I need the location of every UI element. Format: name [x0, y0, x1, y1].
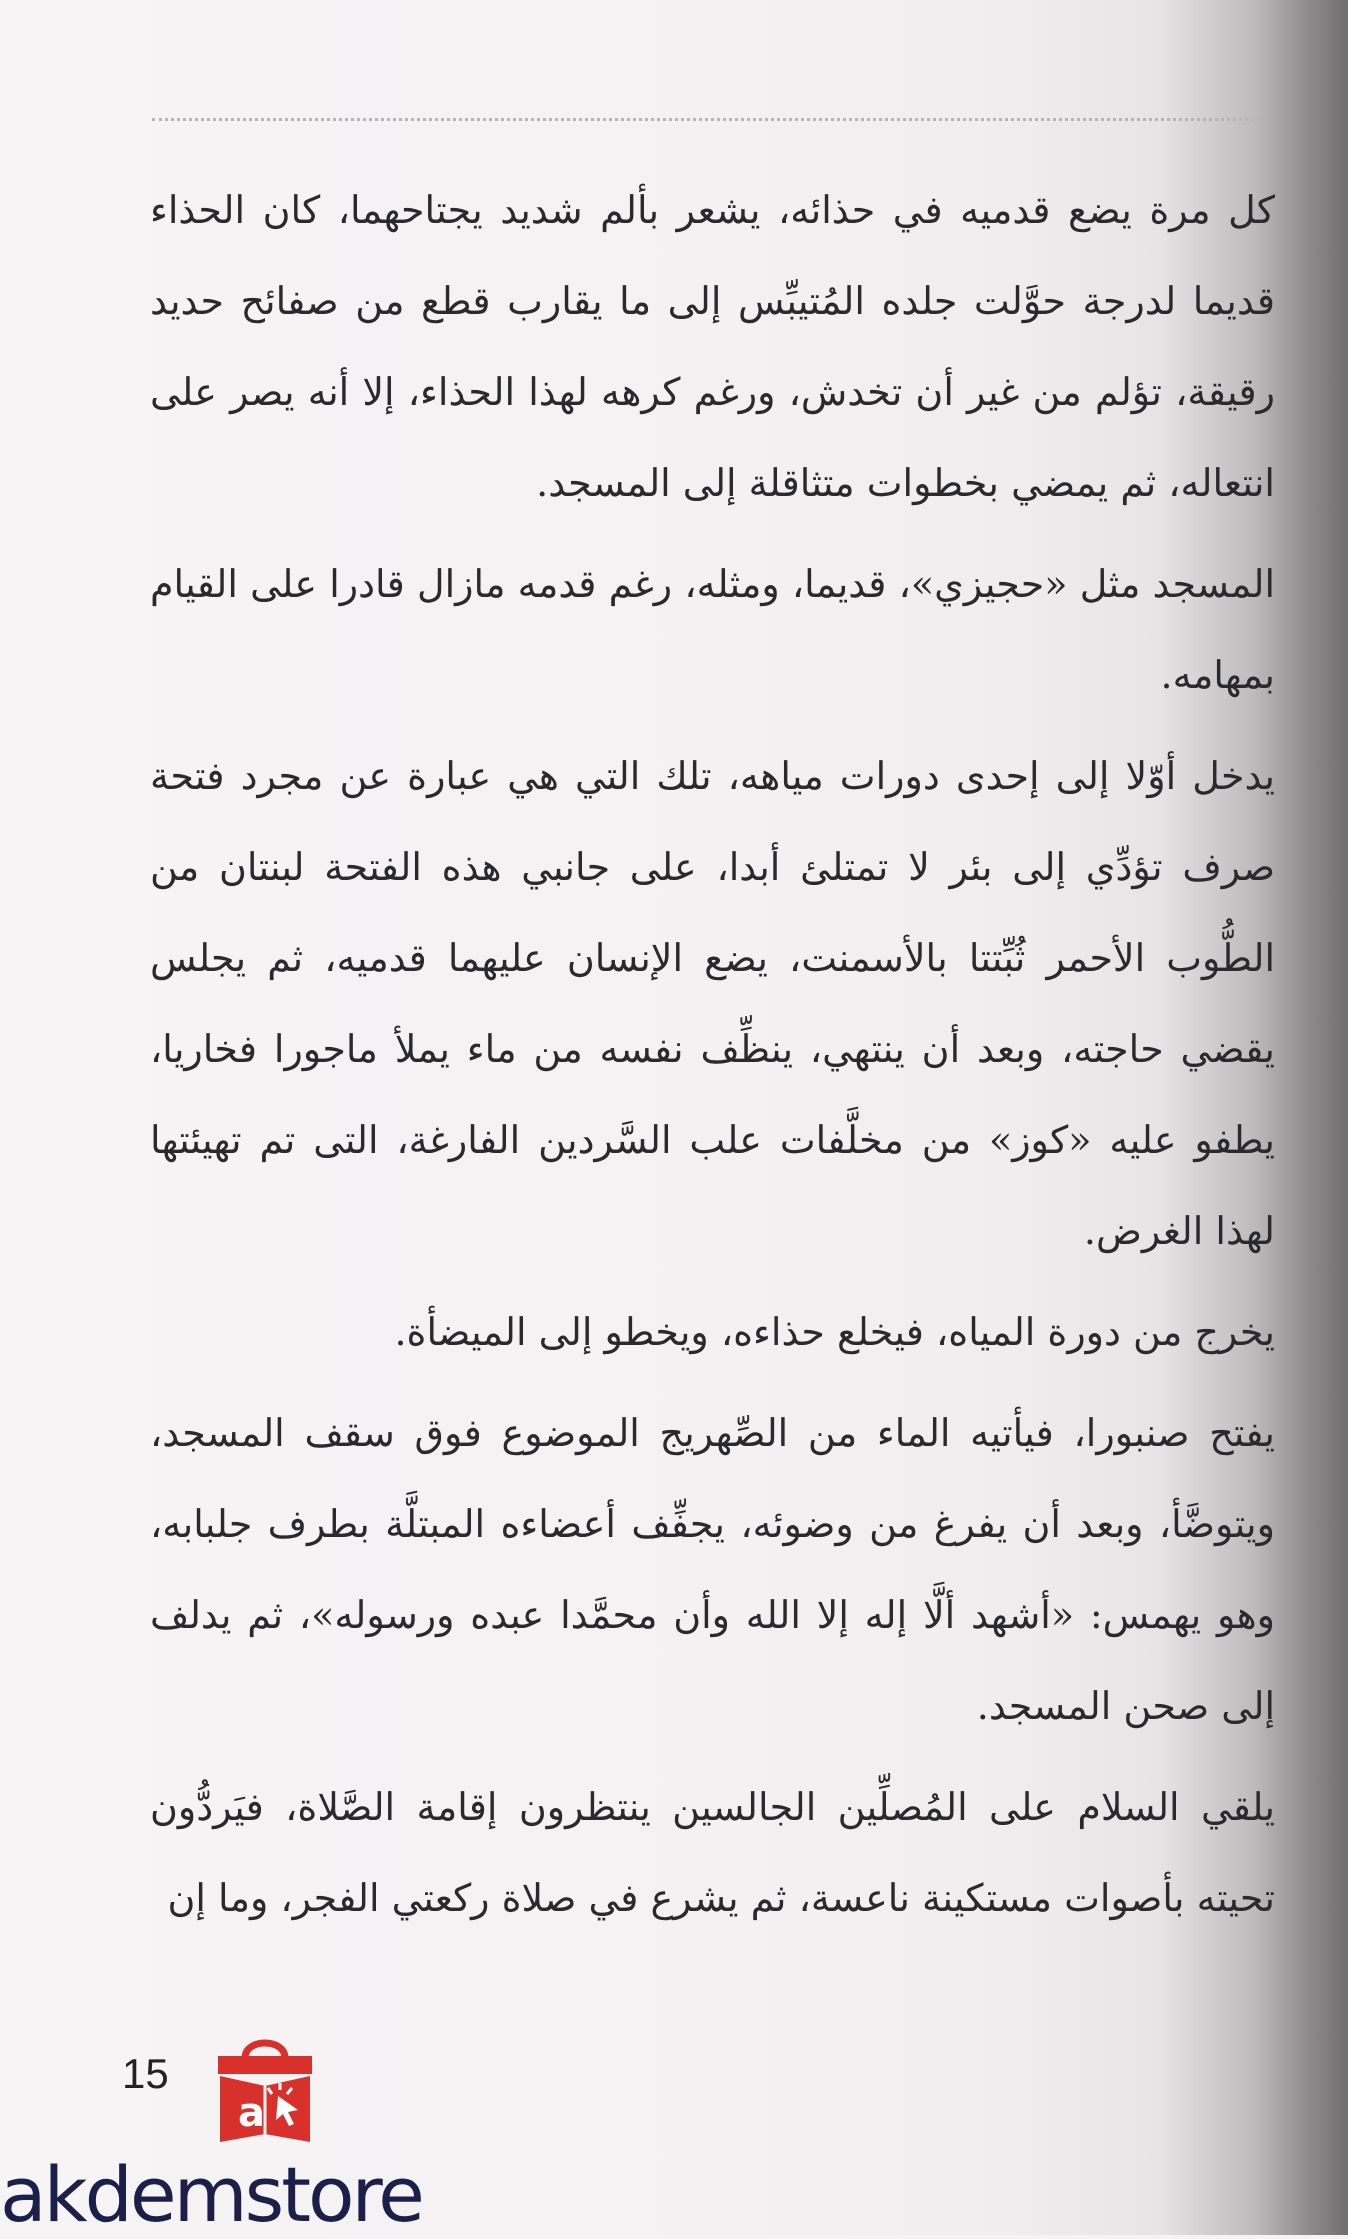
akdemstore-wordmark: [0, 2150, 422, 2239]
bag-letter: a: [238, 2090, 265, 2136]
paragraph: يفتح صنبورا، فيأتيه الماء من الصِّهريج الموضوع فوق سقف المسجد، ويتوضَّأ، وبعد أن يفرغ من وضوئه، يجفِّف أعضاءه المبتلَّة بطرف جلبابه، وهو يهمس: «أشهد ألَّا إله إلا الله وأن محمَّدا عبده ورسوله»، ثم يدلف إلى صحن المسجد.: [150, 1411, 1275, 1728]
header-dotted-rule: [152, 118, 1260, 121]
paragraph: يلقي السلام على المُصلِّين الجالسين ينتظرون إقامة الصَّلاة، فيَردُّون تحيته بأصوات مستكينة ناعسة، ثم يشرع في صلاة ركعتي الفجر، وما إن: [150, 1785, 1275, 1920]
paragraph: كل مرة يضع قدميه في حذائه، يشعر بألم شديد يجتاحهما، كان الحذاء قديما لدرجة حوَّلت جلده المُتيبِّس إلى ما يقارب قطع من صفائح حديد رقيقة، تؤلم من غير أن تخدش، ورغم كرهه لهذا الحذاء، إلا أنه يصر على انتعاله، ثم يمضي بخطوات متثاقلة إلى المسجد.: [150, 188, 1275, 505]
body-text: [150, 165, 1275, 1954]
wordmark-text: akdemstore: [0, 2150, 422, 2239]
paragraph: يخرج من دورة المياه، فيخلع حذاءه، ويخطو إلى الميضأة.: [394, 1310, 1275, 1354]
paragraph: يدخل أوّلا إلى إحدى دورات مياهه، تلك التي هي عبارة عن مجرد فتحة صرف تؤدِّي إلى بئر لا تمتلئ أبدا، على جانبي هذه الفتحة لبنتان من الطُّوب الأحمر ثُبِّتتا بالأسمنت، يضع الإنسان عليهما قدميه، ثم يجلس يقضي حاجته، وبعد أن ينتهي، ينظِّف نفسه من ماء يملأ ماجورا فخاريا، يطفو عليه «كوز» من مخلَّفات علب السَّردين الفارغة، التى تم تهيئتها لهذا الغرض.: [150, 754, 1275, 1253]
shopping-bag-book-icon: [210, 2030, 320, 2148]
page-number: 15: [122, 2050, 169, 2097]
paragraph: المسجد مثل «حجيزي»، قديما، ومثله، رغم قدمه مازال قادرا على القيام بمهامه.: [150, 562, 1275, 697]
